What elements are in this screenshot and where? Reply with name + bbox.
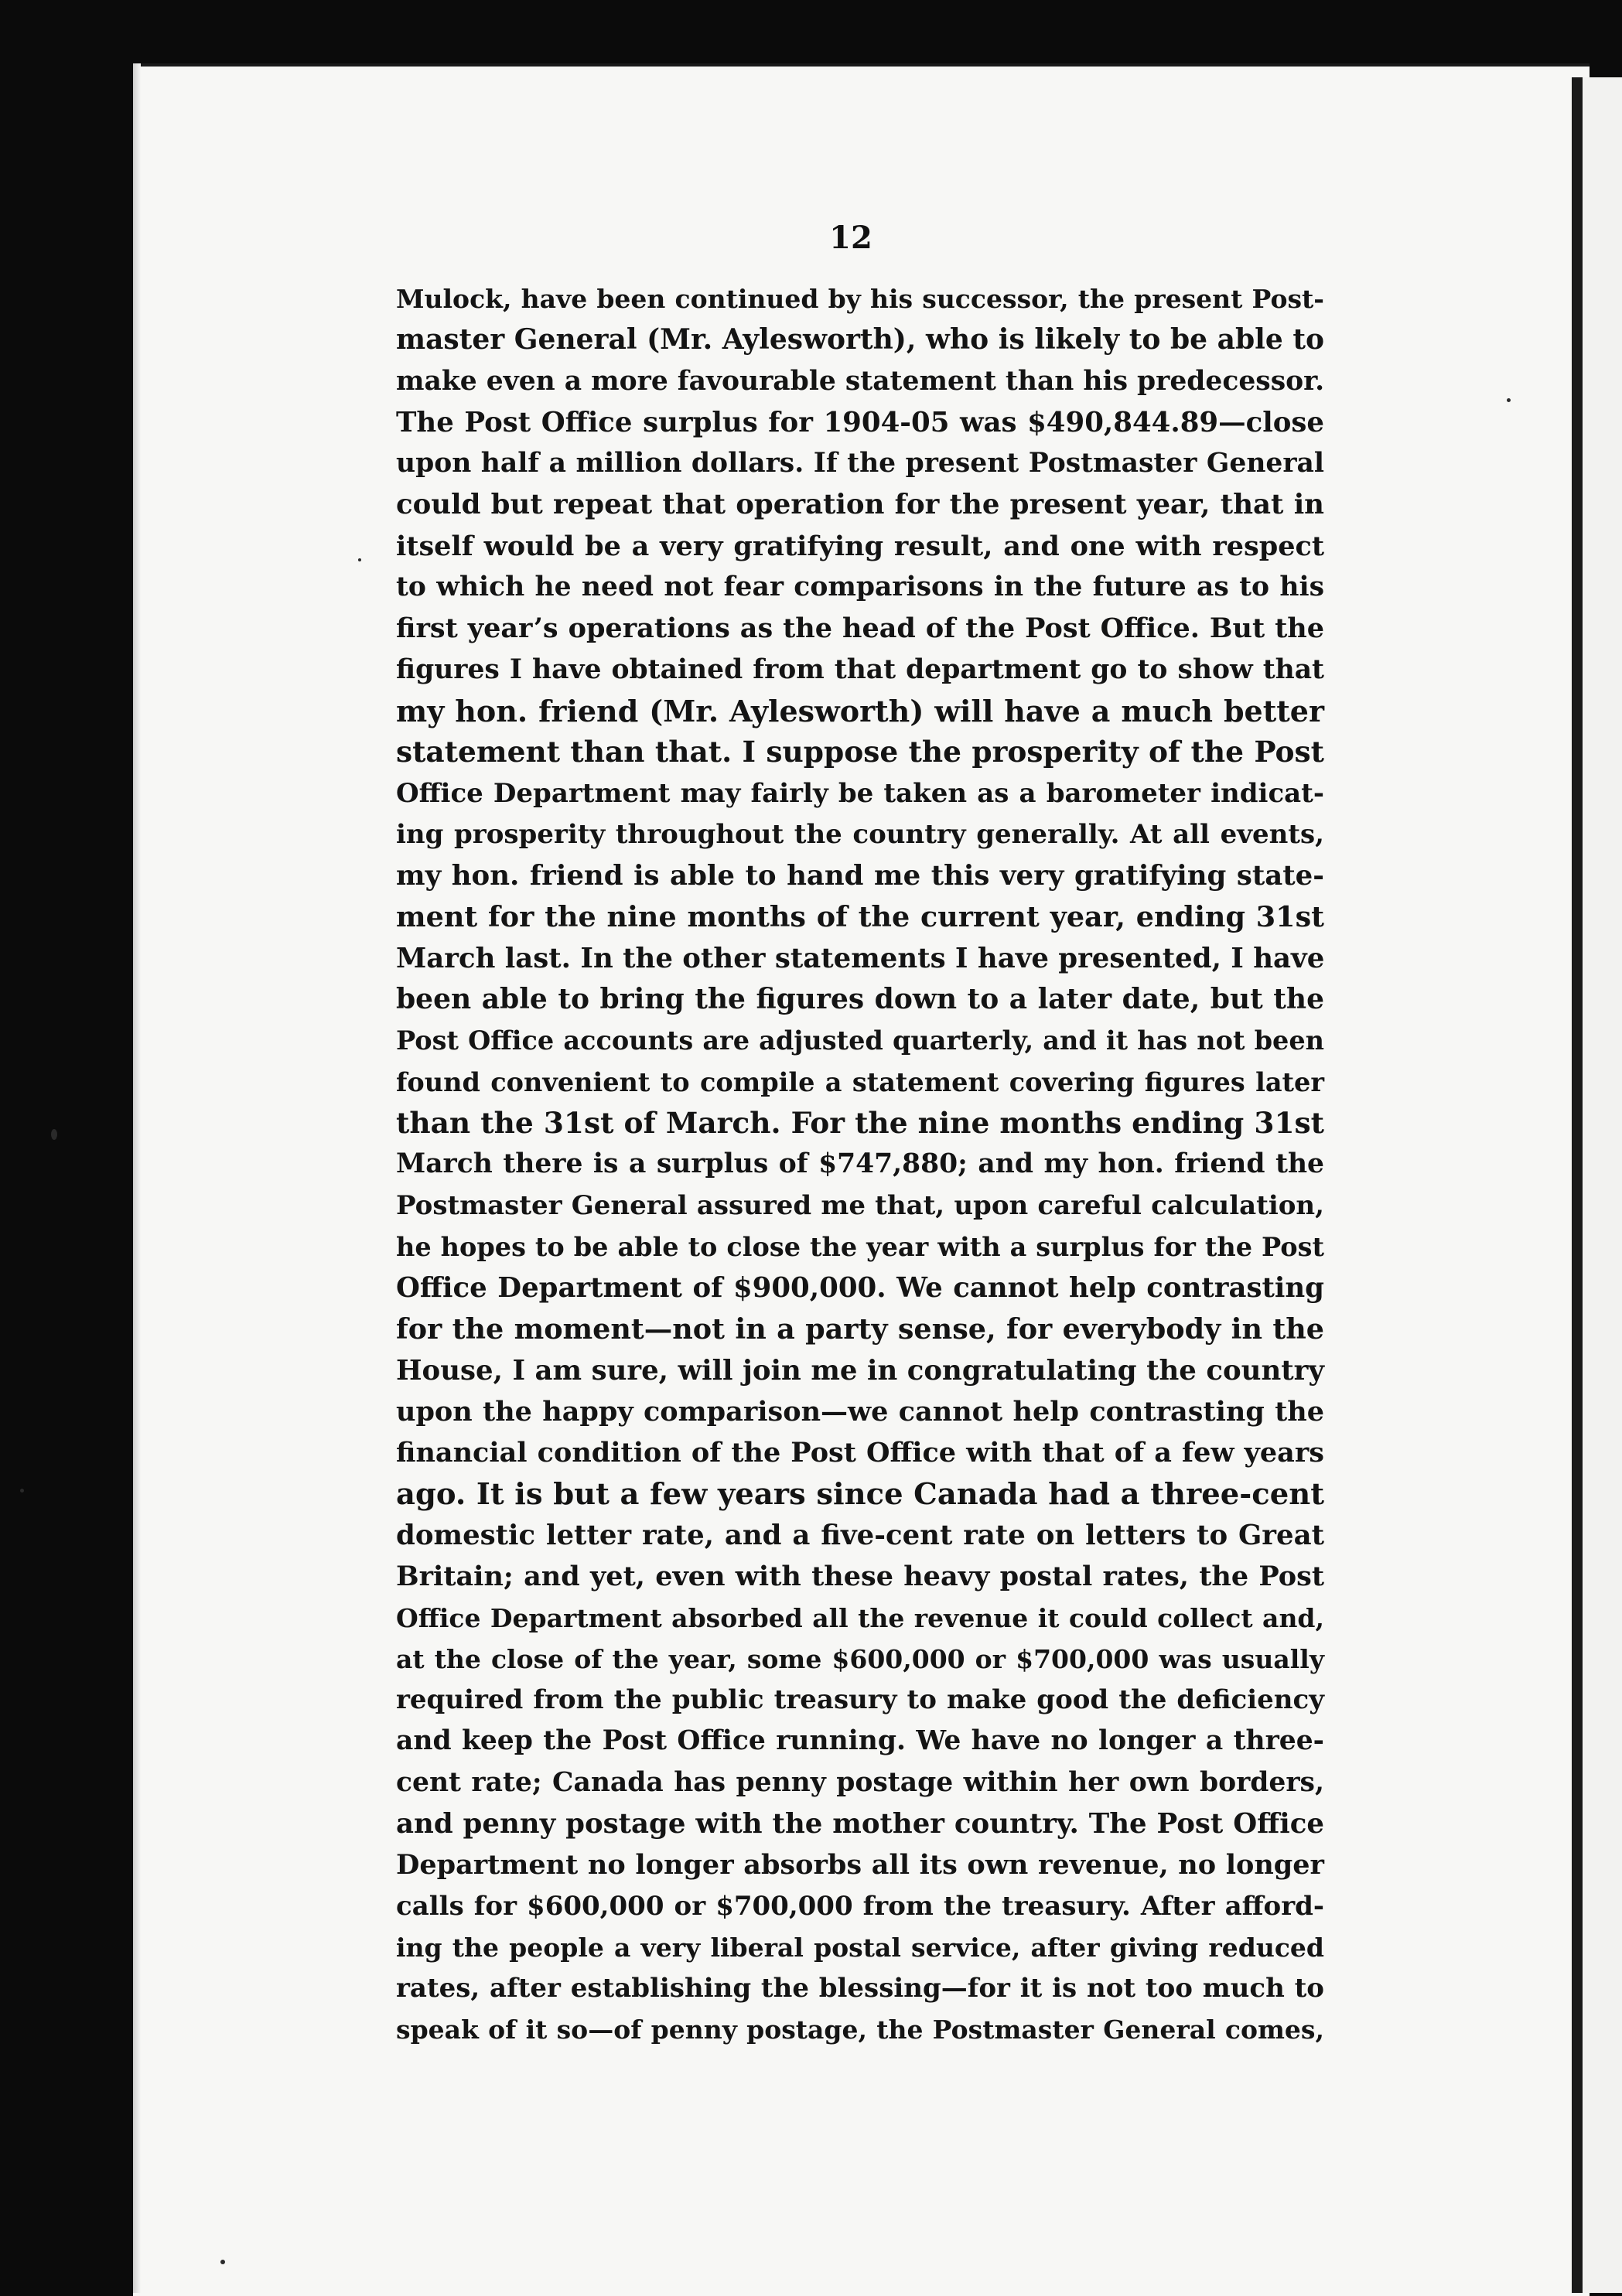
- scan-speck: [220, 2260, 225, 2264]
- text-line: Postmaster General assured me that, upon careful calculation,: [396, 1189, 1324, 1221]
- text-line: Department no longer absorbs all its own revenue, no longer: [396, 1849, 1324, 1881]
- scan-speck: [51, 1129, 57, 1140]
- text-line: cent rate; Canada has penny postage within her own borders,: [396, 1766, 1324, 1798]
- next-page-strip: [1583, 77, 1622, 2293]
- text-line: for the moment—not in a party sense, for everybody in the: [396, 1312, 1324, 1346]
- text-line: March last. In the other statements I have presented, I have: [396, 942, 1325, 974]
- text-line: required from the public treasury to make good the deficiency: [396, 1684, 1324, 1716]
- text-line: House, I am sure, will join me in congratulating the country: [396, 1354, 1324, 1387]
- text-line: Office Department may fairly be taken as a barometer indicat-: [396, 777, 1324, 809]
- text-line: Mulock, have been continued by his successor, the present Post-: [396, 284, 1324, 314]
- text-line: Office Department of $900,000. We cannot help contrasting: [396, 1272, 1324, 1305]
- text-line: upon the happy comparison—we cannot help contrasting the: [396, 1396, 1324, 1428]
- scan-speck: [358, 558, 361, 561]
- text-line: March there is a surplus of $747,880; and my hon. friend the: [396, 1148, 1324, 1180]
- text-line: ing prosperity throughout the country generally. At all events,: [396, 818, 1324, 850]
- text-line: The Post Office surplus for 1904-05 was $490,844.89—close: [396, 406, 1324, 438]
- text-line: master General (Mr. Aylesworth), who is likely to be able to: [396, 323, 1324, 357]
- body-text: [396, 278, 1324, 2092]
- page-binding-edge: [1572, 77, 1583, 2293]
- text-line: [396, 2051, 1324, 2092]
- text-line: Post Office accounts are adjusted quarterly, and it has not been: [396, 1025, 1324, 1056]
- text-line: first year’s operations as the head of the Post Office. But the: [396, 612, 1324, 645]
- scan-speck: [1507, 398, 1511, 402]
- text-line: Office Department absorbed all the revenue it could collect and,: [396, 1602, 1324, 1633]
- text-line: than the 31st of March. For the nine months ending 31st: [396, 1105, 1324, 1140]
- text-line: he hopes to be able to close the year with a surplus for the Post: [396, 1231, 1324, 1262]
- text-line: could but repeat that operation for the present year, that in: [396, 489, 1324, 521]
- page-shadow-edge: [133, 63, 141, 2293]
- text-line: my hon. friend is able to hand me this very gratifying state-: [396, 860, 1324, 892]
- text-line: ago. It is but a few years since Canada had a three-cent: [396, 1476, 1324, 1512]
- text-line: figures I have obtained from that department go to show that: [396, 653, 1324, 685]
- text-line: and penny postage with the mother country. The Post Office: [396, 1807, 1324, 1840]
- text-line: speak of it so—of penny postage, the Postmaster General comes,: [396, 2015, 1324, 2045]
- text-line: my hon. friend (Mr. Aylesworth) will have a much better: [396, 693, 1324, 728]
- text-line: ing the people a very liberal postal service, after giving reduced: [396, 1932, 1324, 1963]
- text-line: been able to bring the figures down to a later date, but the: [396, 983, 1324, 1016]
- text-line: domestic letter rate, and a five-cent rate on letters to Great: [396, 1519, 1324, 1551]
- text-line: calls for $600,000 or $700,000 from the treasury. After afford-: [396, 1890, 1324, 1922]
- scan-speck: [20, 1489, 24, 1493]
- text-line: Britain; and yet, even with these heavy postal rates, the Post: [396, 1561, 1324, 1593]
- text-line: to which he need not fear comparisons in the future as to his: [396, 571, 1324, 603]
- text-line: at the close of the year, some $600,000 or $700,000 was usually: [396, 1643, 1324, 1674]
- text-line: itself would be a very gratifying result, and one with respect: [396, 530, 1324, 562]
- text-line: and keep the Post Office running. We have no longer a three-: [396, 1725, 1324, 1757]
- text-line: statement than that. I suppose the prosperity of the Post: [396, 735, 1324, 769]
- text-line: make even a more favourable statement than his predecessor.: [396, 365, 1325, 397]
- text-line: found convenient to compile a statement covering figures later: [396, 1066, 1324, 1097]
- text-line: rates, after establishing the blessing—for it is not too much to: [396, 1973, 1324, 2004]
- text-line: financial condition of the Post Office with that of a few years: [396, 1437, 1324, 1469]
- text-line: ment for the nine months of the current year, ending 31st: [396, 900, 1324, 934]
- text-line: upon half a million dollars. If the present Postmaster General: [396, 448, 1324, 479]
- page-number: 12: [829, 220, 872, 256]
